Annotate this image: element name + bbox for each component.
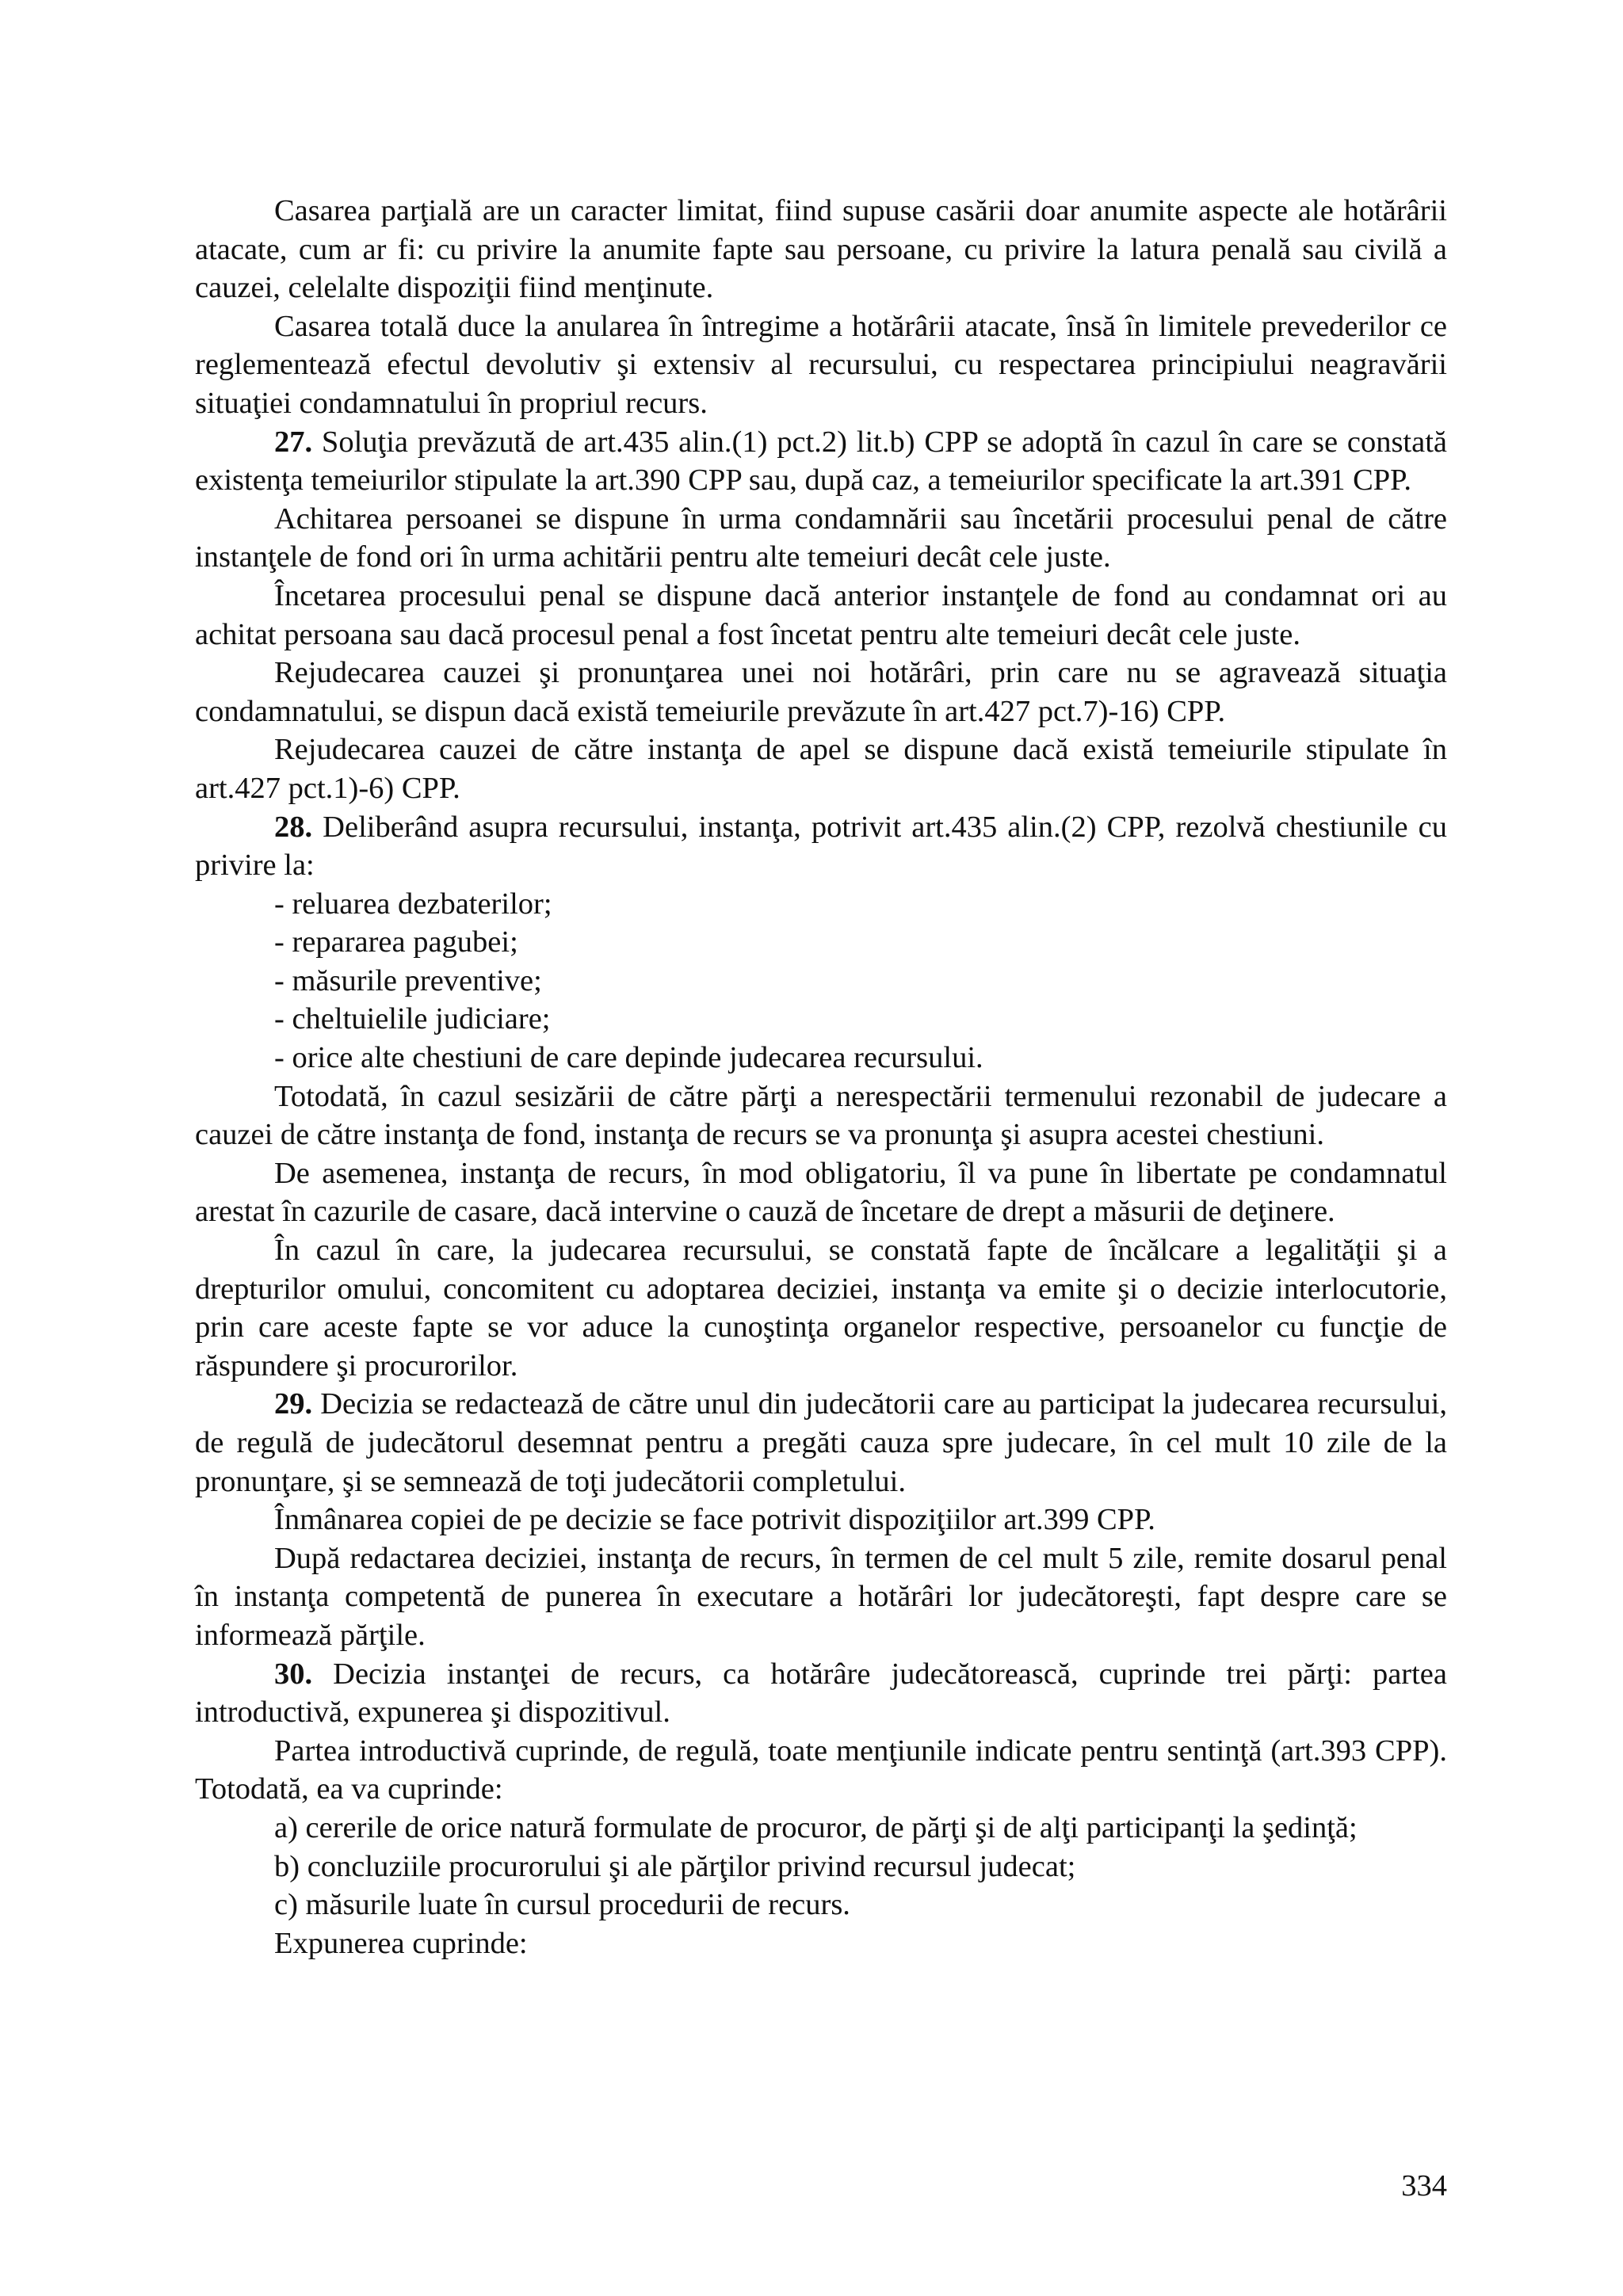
paragraph: a) cererile de orice natură formulate de procuror, de părţi şi de alţi participanţi la şedinţă; bbox=[274, 1810, 1358, 1844]
list-item: c) măsurile luate în cursul procedurii de recurs. bbox=[274, 1888, 850, 1922]
list-item: - orice alte chestiuni de care depinde judecarea recursului. bbox=[274, 1041, 983, 1075]
list-item: - repararea pagubei; bbox=[274, 925, 518, 959]
list-item: - cheltuielile judiciare; bbox=[274, 1002, 551, 1036]
paragraph: 27. Soluţia prevăzută de art.435 alin.(1) pct.2) lit.b) CPP se adoptă în cazul în care se constată existenţa temeiurilor stipulate la art.390 CPP sau, după caz, a temeiurilor specificate la art.391 CPP. bbox=[195, 425, 1447, 498]
paragraph: Înmânarea copiei de pe decizie se face potrivit dispoziţiilor art.399 CPP. bbox=[274, 1503, 1155, 1537]
paragraph: 30. Decizia instanţei de recurs, ca hotărâre judecătorească, cuprinde trei părţi: partea introductivă, expunerea şi dispozitivul. bbox=[195, 1657, 1447, 1730]
list-item: - reluarea dezbaterilor; bbox=[274, 887, 552, 921]
paragraph: Casarea totală duce la anularea în întregime a hotărârii atacate, însă în limitele prevederilor ce reglementează efectul devolutiv şi extensiv al recursului, cu respectarea principiului neagravării situaţiei condamnatului în propriul recurs. bbox=[195, 309, 1447, 420]
paragraph: Rejudecarea cauzei de către instanţa de apel se dispune dacă există temeiurile stipulate în art.427 pct.1)-6) CPP. bbox=[195, 733, 1447, 805]
list-item: b) concluziile procurorului şi ale părţilor privind recursul judecat; bbox=[274, 1849, 1076, 1883]
list-item: - măsurile preventive; bbox=[274, 963, 542, 997]
section-number: 27. bbox=[274, 425, 313, 459]
paragraph: 29. Decizia se redactează de către unul din judecătorii care au participat la judecarea recursului, de regulă de judecătorul desemnat pentru a pregăti cauza spre judecare, în cel mult 10 zile de la pronunţare, şi se semnează de toţi judecătorii completului. bbox=[195, 1387, 1447, 1498]
paragraph: 28. Deliberând asupra recursului, instanţa, potrivit art.435 alin.(2) CPP, rezolvă chestiunile cu privire la: bbox=[195, 810, 1447, 883]
paragraph: În cazul în care, la judecarea recursului, se constată fapte de încălcare a legalităţii şi a drepturilor omului, concomitent cu adoptarea deciziei, instanţa va emite şi o decizie interlocutorie, prin care aceste fapte se vor aduce la cunoştinţa organelor respective, persoanelor cu funcţie de răspundere şi procurorilor. bbox=[195, 1234, 1447, 1383]
paragraph: Casarea parţială are un caracter limitat, fiind supuse casării doar anumite aspecte ale hotărârii atacate, cum ar fi: cu privire la anumite fapte sau persoane, cu privire la latura penală sau civilă a cauzei, celelalte dispoziţii fiind menţinute. bbox=[195, 194, 1447, 305]
page-number: 334 bbox=[1401, 2169, 1447, 2203]
paragraph: De asemenea, instanţa de recurs, în mod obligatoriu, îl va pune în libertate pe condamnatul arestat în cazurile de casare, dacă intervine o cauză de încetare de drept a măsurii de deţinere. bbox=[195, 1156, 1447, 1229]
section-number: 28. bbox=[274, 810, 313, 844]
paragraph: Partea introductivă cuprinde, de regulă, toate menţiunile indicate pentru sentinţă (art.393 CPP). Totodată, ea va cuprinde: bbox=[195, 1733, 1447, 1806]
paragraph: Expunerea cuprinde: bbox=[274, 1926, 528, 1960]
paragraph: Încetarea procesului penal se dispune dacă anterior instanţele de fond au condamnat ori au achitat persoana sau dacă procesul penal a fost încetat pentru alte temeiuri decât cele juste. bbox=[195, 578, 1447, 651]
paragraph: Rejudecarea cauzei şi pronunţarea unei noi hotărâri, prin care nu se agravează situaţia condamnatului, se dispun dacă există temeiurile prevăzute în art.427 pct.7)-16) CPP. bbox=[195, 656, 1447, 728]
paragraph: Achitarea persoanei se dispune în urma condamnării sau încetării procesului penal de către instanţele de fond ori în urma achitării pentru alte temeiuri decât cele juste. bbox=[195, 502, 1447, 574]
section-number: 29. bbox=[274, 1387, 313, 1421]
document-body bbox=[195, 192, 1447, 1962]
paragraph: Totodată, în cazul sesizării de către părţi a nerespectării termenului rezonabil de judecare a cauzei de către instanţa de fond, instanţa de recurs se va pronunţa şi asupra acestei chestiuni. bbox=[195, 1079, 1447, 1152]
section-number: 30. bbox=[274, 1657, 313, 1691]
paragraph: După redactarea deciziei, instanţa de recurs, în termen de cel mult 5 zile, remite dosarul penal în instanţa competentă de punerea în executare a hotărâri lor judecătoreşti, fapt despre care se informează părţile. bbox=[195, 1541, 1447, 1652]
